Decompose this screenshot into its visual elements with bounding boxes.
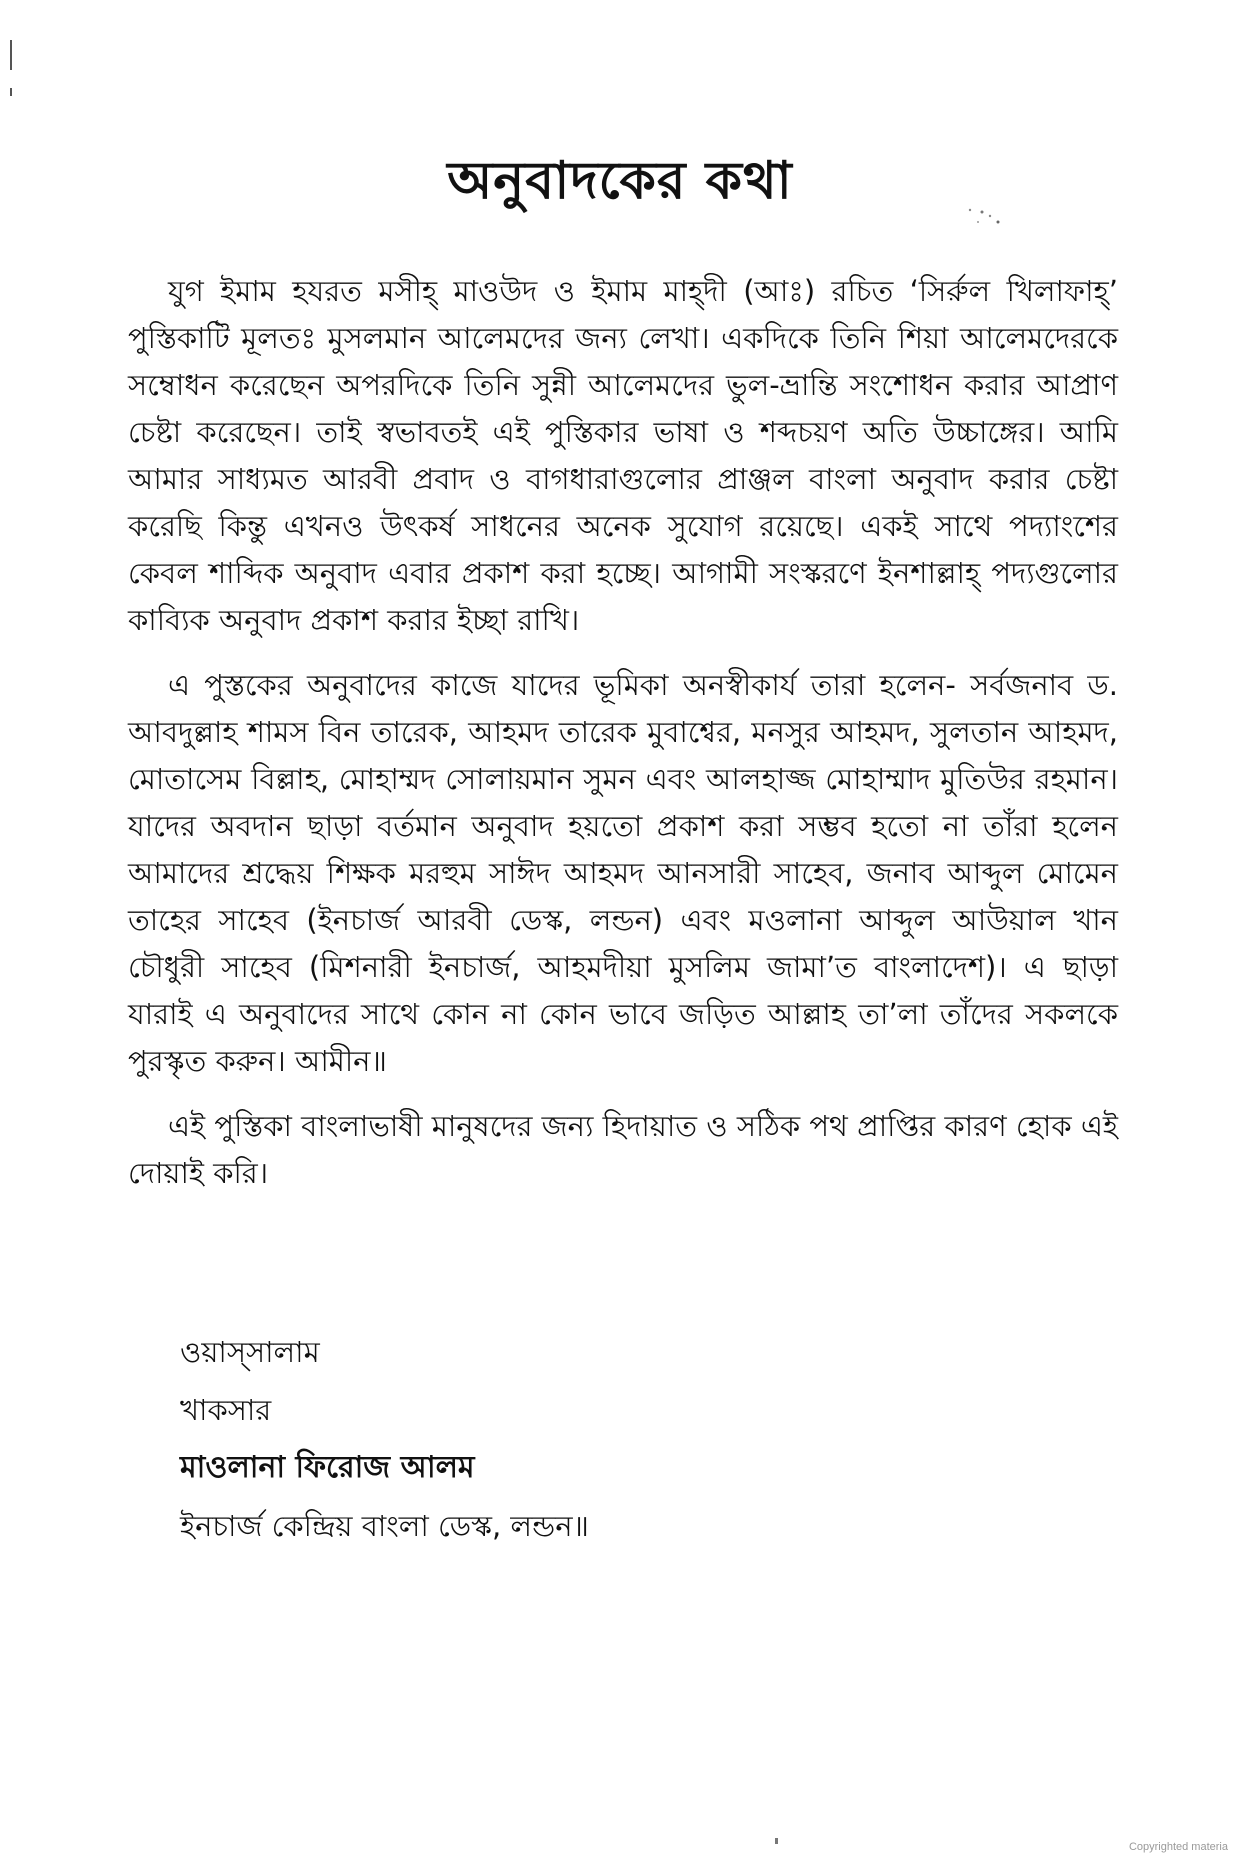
- signoff-humble: খাকসার: [180, 1393, 272, 1427]
- signoff-block: [180, 1335, 1080, 1567]
- paragraph-2: এ পুস্তকের অনুবাদের কাজে যাদের ভূমিকা অনস্বীকার্য তারা হলেন- সর্বজনাব ড. আবদুল্লাহ শামস বিন তারেক, আহমদ তারেক মুবাশ্বের, মনসুর আহমদ, সুলতান আহমদ, মোতাসেম বিল্লাহ, মোহাম্মদ সোলায়মান সুমন এবং আলহাজ্জ মোহাম্মাদ মুতিউর রহমান। যাদের অবদান ছাড়া বর্তমান অনুবাদ হয়তো প্রকাশ করা সম্ভব হতো না তাঁরা হলেন আমাদের শ্রদ্ধেয় শিক্ষক মরহুম সাঈদ আহমদ আনসারী সাহেব, জনাব আব্দুল মোমেন তাহের সাহেব (ইনচার্জ আরবী ডেস্ক, লন্ডন) এবং মওলানা আব্দুল আউয়াল খান চৌধুরী সাহেব (মিশনারী ইনচার্জ, আহমদীয়া মুসলিম জামা’ত বাংলাদেশ)। এ ছাড়া যারাই এ অনুবাদের সাথে কোন না কোন ভাবে জড়িত আল্লাহ তা’লা তাঁদের সকলকে পুরস্কৃত করুন। আমীন॥: [128, 668, 1118, 1078]
- signoff-greeting: ওয়াস্‌সালাম: [180, 1335, 320, 1369]
- print-dot: [775, 1838, 778, 1844]
- copyright-watermark: Copyrighted materia: [1128, 1841, 1228, 1853]
- author-name: মাওলানা ফিরোজ আলম: [180, 1450, 475, 1485]
- print-speck: [960, 200, 1010, 230]
- margin-marks: [10, 40, 14, 130]
- body-text: [128, 268, 1118, 1215]
- paragraph-3: এই পুস্তিকা বাংলাভাষী মানুষদের জন্য হিদায়াত ও সঠিক পথ প্রাপ্তির কারণ হোক এই দোয়াই করি।: [128, 1109, 1118, 1190]
- page-title: অনুবাদকের কথা: [447, 151, 793, 211]
- paragraph-1: যুগ ইমাম হযরত মসীহ্ মাওউদ ও ইমাম মাহ্দী (আঃ) রচিত ‘সির্রুল খিলাফাহ্’ পুস্তিকাটি মূলতঃ মুসলমান আলেমদের জন্য লেখা। একদিকে তিনি শিয়া আলেমদেরকে সম্বোধন করেছেন অপরদিকে তিনি সুন্নী আলেমদের ভুল-ভ্রান্তি সংশোধন করার আপ্রাণ চেষ্টা করেছেন। তাই স্বভাবতই এই পুস্তিকার ভাষা ও শব্দচয়ণ অতি উচ্চাঙ্গের। আমি আমার সাধ্যমত আরবী প্রবাদ ও বাগধারাগুলোর প্রাঞ্জল বাংলা অনুবাদ করার চেষ্টা করেছি কিন্তু এখনও উৎকর্ষ সাধনের অনেক সুযোগ রয়েছে। একই সাথে পদ্যাংশের কেবল শাব্দিক অনুবাদ এবার প্রকাশ করা হচ্ছে। আগামী সংস্করণে ইনশাল্লাহ্ পদ্যগুলোর কাব্যিক অনুবাদ প্রকাশ করার ইচ্ছা রাখি।: [128, 274, 1118, 637]
- author-role: ইনচার্জ কেন্দ্রিয় বাংলা ডেস্ক, লন্ডন॥: [180, 1509, 589, 1543]
